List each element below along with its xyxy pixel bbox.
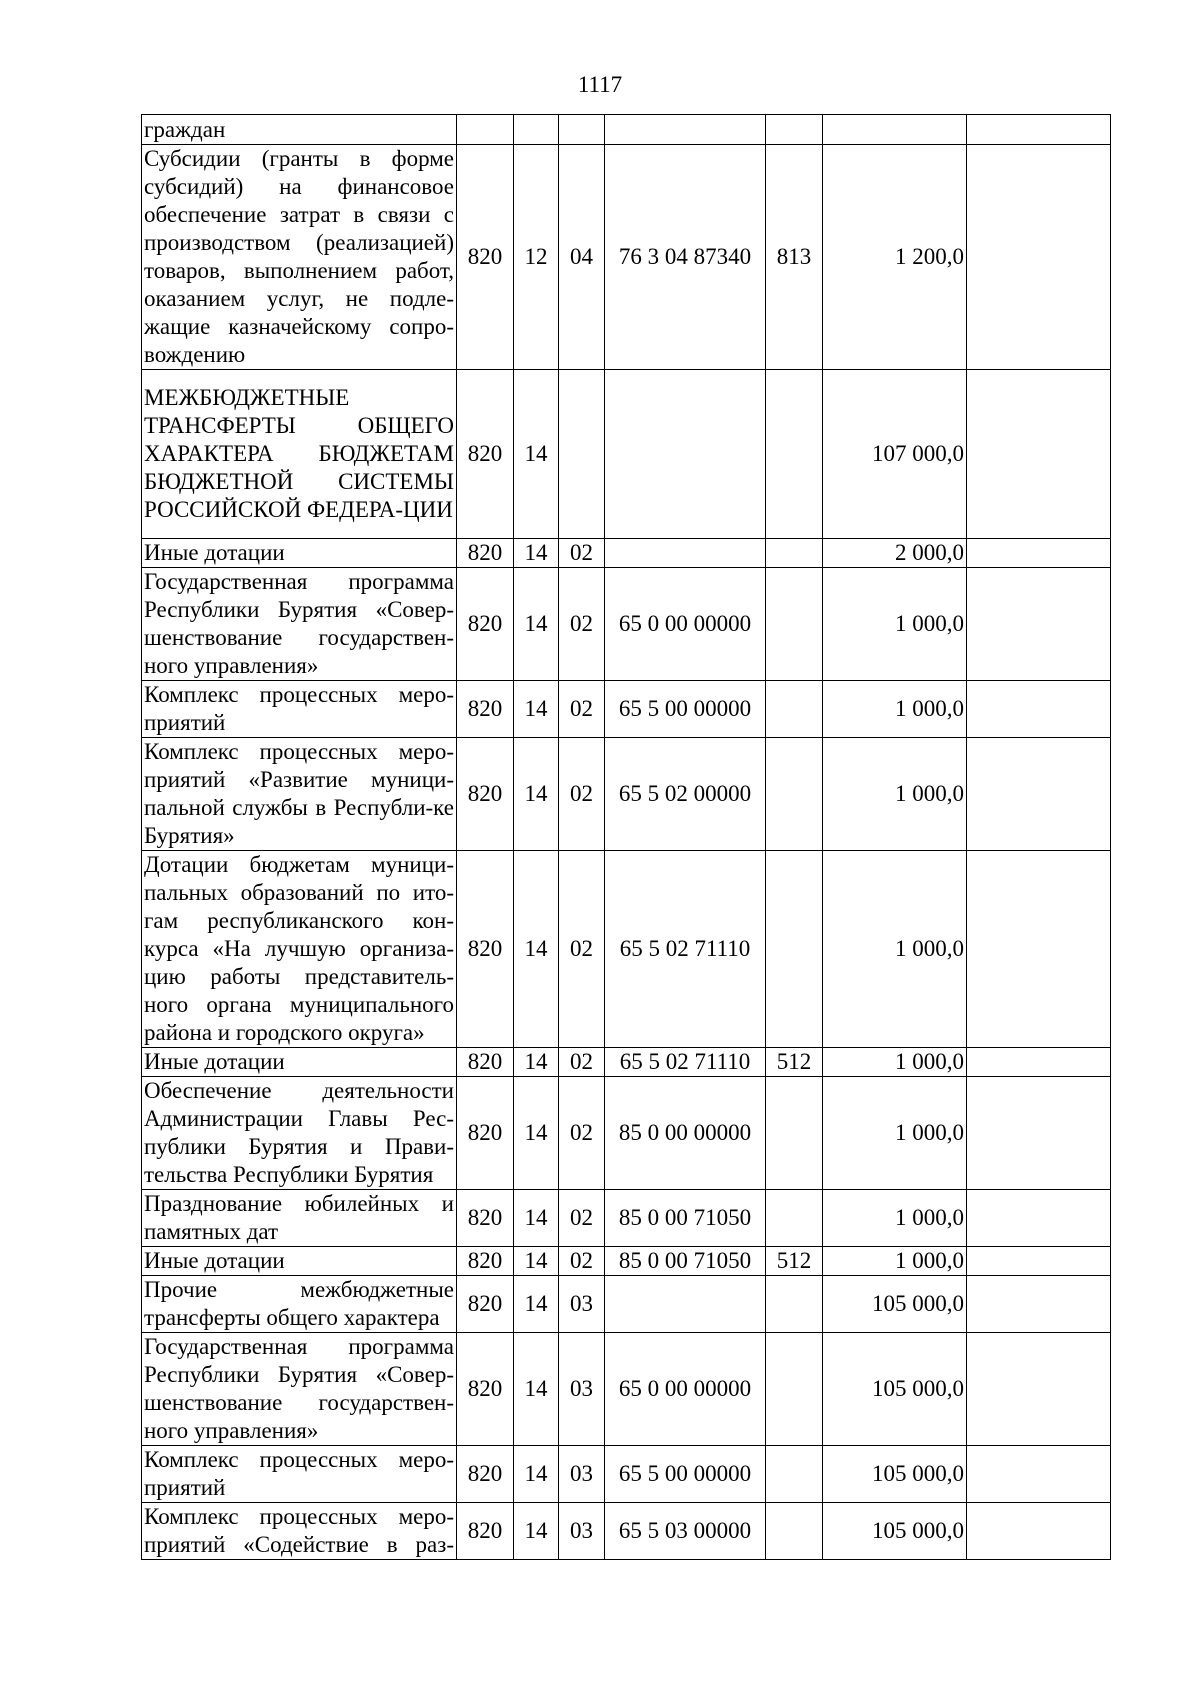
row-amount: 105 000,0 [823, 1333, 967, 1446]
row-subsection-code: 02 [559, 1077, 605, 1190]
row-amount: 1 000,0 [823, 568, 967, 681]
row-admin-code: 820 [457, 1503, 514, 1560]
row-name: Комплекс процессных меро-приятий «Развитие муници-пальной службы в Республи-ке Бурятия» [142, 738, 457, 851]
row-expense-code [766, 681, 823, 738]
row-subsection-code: 02 [559, 1048, 605, 1077]
row-expense-code [766, 1333, 823, 1446]
row-extra [967, 1048, 1111, 1077]
row-extra [967, 1190, 1111, 1247]
table-row [142, 1077, 1111, 1190]
row-expense-code: 512 [766, 1048, 823, 1077]
row-name: Комплекс процессных меро-приятий «Содействие в раз- [142, 1503, 457, 1560]
row-admin-code: 820 [457, 1048, 514, 1077]
row-subsection-code [559, 115, 605, 145]
row-subsection-code: 02 [559, 568, 605, 681]
row-target-code [605, 370, 766, 539]
row-subsection-code: 02 [559, 851, 605, 1048]
row-name: Государственная программа Республики Бурятия «Совер-шенствование государствен-ного управления» [142, 568, 457, 681]
table-row [142, 1503, 1111, 1560]
row-admin-code: 820 [457, 681, 514, 738]
row-section-code: 14 [514, 851, 559, 1048]
row-name: граждан [142, 115, 457, 145]
row-subsection-code: 04 [559, 145, 605, 370]
row-section-code: 14 [514, 738, 559, 851]
row-extra [967, 1503, 1111, 1560]
row-amount: 1 000,0 [823, 851, 967, 1048]
row-admin-code: 820 [457, 1333, 514, 1446]
row-name: Иные дотации [142, 1048, 457, 1077]
row-extra [967, 1276, 1111, 1333]
row-name: Комплекс процессных меро-приятий [142, 681, 457, 738]
row-amount: 1 000,0 [823, 1247, 967, 1276]
row-target-code: 65 5 02 00000 [605, 738, 766, 851]
row-amount: 105 000,0 [823, 1503, 967, 1560]
row-target-code: 65 5 03 00000 [605, 1503, 766, 1560]
table-row [142, 145, 1111, 370]
row-target-code [605, 115, 766, 145]
row-expense-code [766, 539, 823, 568]
row-admin-code: 820 [457, 370, 514, 539]
row-name: Дотации бюджетам муници-пальных образований по ито-гам республиканского кон-курса «На лучшую организа-цию работы представитель-ного органа муниципального района и городского округа» [142, 851, 457, 1048]
row-extra [967, 738, 1111, 851]
row-subsection-code: 02 [559, 539, 605, 568]
row-section-code: 14 [514, 1077, 559, 1190]
table-row [142, 681, 1111, 738]
row-extra [967, 568, 1111, 681]
row-expense-code [766, 1503, 823, 1560]
row-target-code: 65 5 00 00000 [605, 681, 766, 738]
row-expense-code [766, 1077, 823, 1190]
row-extra [967, 1446, 1111, 1503]
row-section-code: 14 [514, 681, 559, 738]
row-name: Празднование юбилейных и памятных дат [142, 1190, 457, 1247]
table-row [142, 738, 1111, 851]
row-subsection-code: 02 [559, 738, 605, 851]
row-target-code: 85 0 00 71050 [605, 1190, 766, 1247]
row-name: МЕЖБЮДЖЕТНЫЕ ТРАНСФЕРТЫ ОБЩЕГО ХАРАКТЕРА БЮДЖЕТАМ БЮДЖЕТНОЙ СИСТЕМЫ РОССИЙСКОЙ ФЕДЕРА-ЦИИ [142, 370, 457, 539]
row-subsection-code [559, 370, 605, 539]
row-subsection-code: 02 [559, 681, 605, 738]
table-row [142, 568, 1111, 681]
row-amount: 1 000,0 [823, 1190, 967, 1247]
row-admin-code: 820 [457, 1247, 514, 1276]
row-subsection-code: 03 [559, 1333, 605, 1446]
row-name: Прочие межбюджетные трансферты общего характера [142, 1276, 457, 1333]
row-subsection-code: 03 [559, 1503, 605, 1560]
row-amount: 1 000,0 [823, 1077, 967, 1190]
row-target-code: 65 5 00 00000 [605, 1446, 766, 1503]
row-amount: 1 000,0 [823, 738, 967, 851]
table-row [142, 1333, 1111, 1446]
row-expense-code [766, 1446, 823, 1503]
row-subsection-code: 03 [559, 1446, 605, 1503]
row-extra [967, 539, 1111, 568]
table-row [142, 539, 1111, 568]
row-subsection-code: 03 [559, 1276, 605, 1333]
row-extra [967, 370, 1111, 539]
table-row [142, 851, 1111, 1048]
row-name: Государственная программа Республики Бурятия «Совер-шенствование государствен-ного управления» [142, 1333, 457, 1446]
row-amount: 105 000,0 [823, 1446, 967, 1503]
row-amount: 107 000,0 [823, 370, 967, 539]
row-amount: 105 000,0 [823, 1276, 967, 1333]
row-subsection-code: 02 [559, 1247, 605, 1276]
row-section-code: 14 [514, 1503, 559, 1560]
row-name: Обеспечение деятельности Администрации Главы Рес-публики Бурятия и Прави-тельства Республики Бурятия [142, 1077, 457, 1190]
table-row [142, 1247, 1111, 1276]
row-extra [967, 1333, 1111, 1446]
row-amount: 2 000,0 [823, 539, 967, 568]
row-expense-code [766, 738, 823, 851]
row-expense-code: 512 [766, 1247, 823, 1276]
row-admin-code: 820 [457, 1446, 514, 1503]
row-amount: 1 000,0 [823, 1048, 967, 1077]
row-target-code: 65 0 00 00000 [605, 1333, 766, 1446]
row-subsection-code: 02 [559, 1190, 605, 1247]
row-target-code [605, 1276, 766, 1333]
row-expense-code [766, 568, 823, 681]
row-expense-code [766, 1190, 823, 1247]
row-extra [967, 681, 1111, 738]
row-extra [967, 1077, 1111, 1190]
row-target-code [605, 539, 766, 568]
row-target-code: 65 0 00 00000 [605, 568, 766, 681]
row-target-code: 65 5 02 71110 [605, 851, 766, 1048]
row-admin-code: 820 [457, 851, 514, 1048]
row-expense-code: 813 [766, 145, 823, 370]
row-section-code: 14 [514, 1048, 559, 1077]
table-row [142, 1446, 1111, 1503]
row-admin-code: 820 [457, 1190, 514, 1247]
row-admin-code: 820 [457, 738, 514, 851]
row-name: Комплекс процессных меро-приятий [142, 1446, 457, 1503]
row-section-code: 12 [514, 145, 559, 370]
row-extra [967, 145, 1111, 370]
row-name: Иные дотации [142, 1247, 457, 1276]
row-target-code: 85 0 00 00000 [605, 1077, 766, 1190]
row-expense-code [766, 851, 823, 1048]
table-row [142, 1048, 1111, 1077]
row-target-code: 65 5 02 71110 [605, 1048, 766, 1077]
row-target-code: 85 0 00 71050 [605, 1247, 766, 1276]
page-number: 1117 [577, 72, 623, 97]
table-row [142, 115, 1111, 145]
row-admin-code: 820 [457, 539, 514, 568]
row-section-code: 14 [514, 539, 559, 568]
row-section-code: 14 [514, 1333, 559, 1446]
row-section-code [514, 115, 559, 145]
row-admin-code: 820 [457, 145, 514, 370]
budget-table [141, 114, 1111, 1560]
table-row [142, 1276, 1111, 1333]
row-amount [823, 115, 967, 145]
row-section-code: 14 [514, 1247, 559, 1276]
row-admin-code [457, 115, 514, 145]
row-section-code: 14 [514, 568, 559, 681]
row-target-code: 76 3 04 87340 [605, 145, 766, 370]
row-expense-code [766, 115, 823, 145]
table-row [142, 1190, 1111, 1247]
row-amount: 1 200,0 [823, 145, 967, 370]
table-row [142, 370, 1111, 539]
row-name: Иные дотации [142, 539, 457, 568]
row-section-code: 14 [514, 1276, 559, 1333]
row-section-code: 14 [514, 1446, 559, 1503]
row-admin-code: 820 [457, 1077, 514, 1190]
row-section-code: 14 [514, 370, 559, 539]
row-admin-code: 820 [457, 1276, 514, 1333]
row-expense-code [766, 1276, 823, 1333]
row-section-code: 14 [514, 1190, 559, 1247]
row-extra [967, 1247, 1111, 1276]
row-extra [967, 115, 1111, 145]
row-admin-code: 820 [457, 568, 514, 681]
row-amount: 1 000,0 [823, 681, 967, 738]
row-name: Субсидии (гранты в форме субсидий) на финансовое обеспечение затрат в связи с производством (реализацией) товаров, выполнением работ, оказанием услуг, не подле-жащие казначейскому сопро-вождению [142, 145, 457, 370]
row-extra [967, 851, 1111, 1048]
row-expense-code [766, 370, 823, 539]
table-body [142, 115, 1111, 1560]
